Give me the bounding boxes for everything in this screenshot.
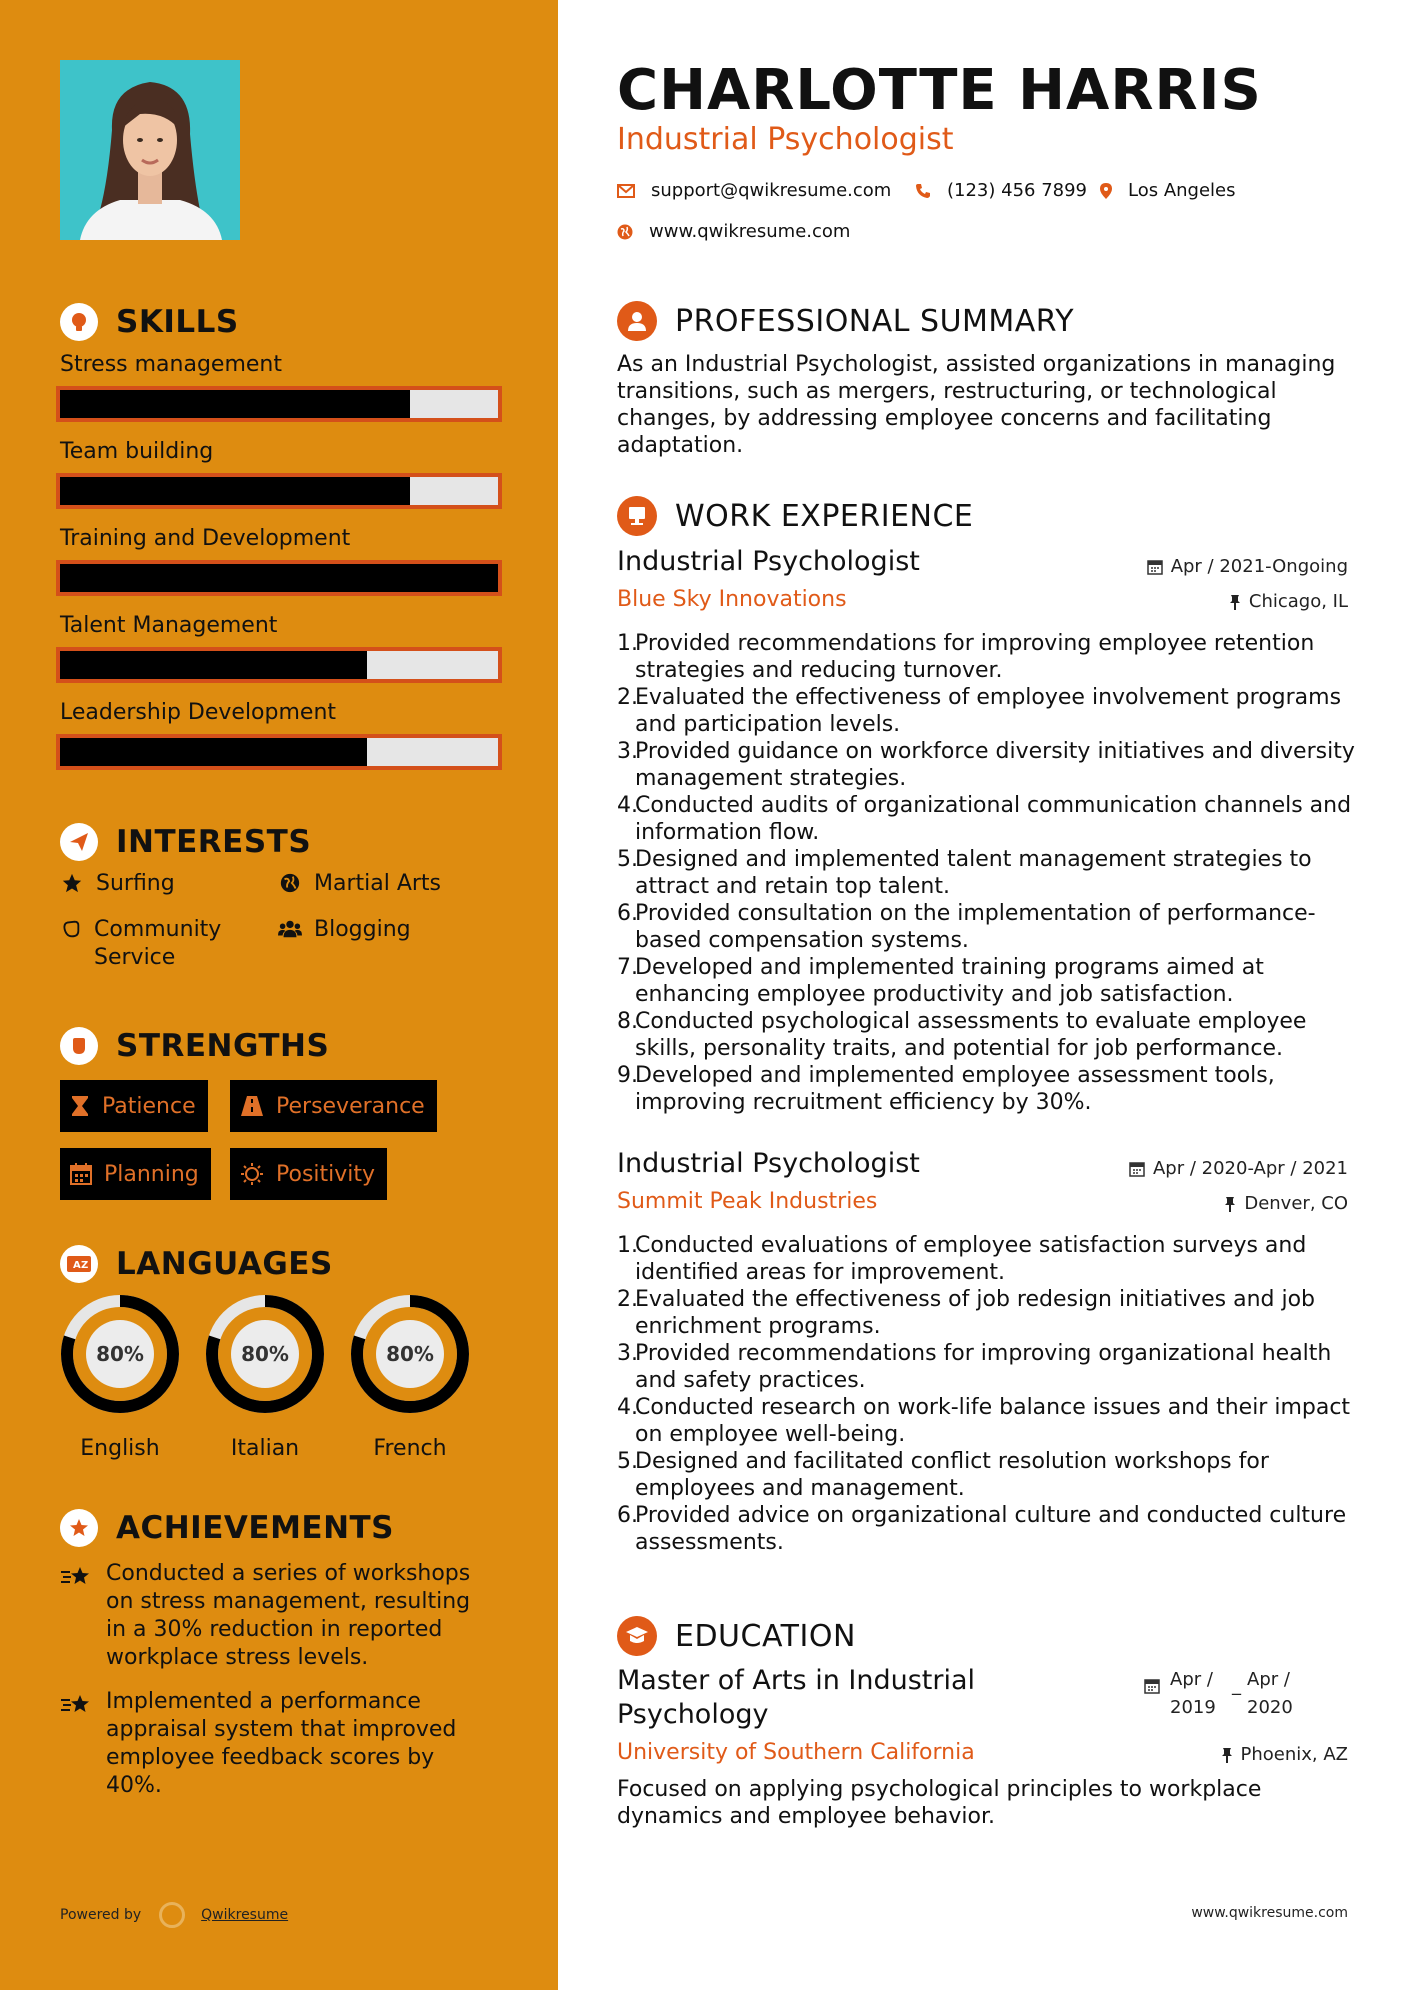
- strength-label: Patience: [102, 1093, 196, 1119]
- achievement-item: [60, 1560, 490, 1672]
- skills-heading: [60, 302, 239, 342]
- phone-icon: [915, 183, 931, 199]
- summary-title: PROFESSIONAL SUMMARY: [675, 303, 1075, 339]
- language-percent: 80%: [96, 1342, 144, 1366]
- calendar-icon: [70, 1163, 92, 1185]
- strength-label: Planning: [104, 1161, 199, 1187]
- powered-by: [60, 1902, 288, 1928]
- duty-item: Provided recommendations for improving organizational health and safety practices.: [635, 1341, 1332, 1393]
- job-dates-text: Apr / 2020-Apr / 2021: [1152, 1158, 1348, 1179]
- shooting-star-icon: [60, 1688, 94, 1800]
- paper-plane-icon: [60, 823, 98, 861]
- graduation-cap-icon: [617, 1616, 657, 1656]
- job-duties: [617, 630, 1357, 1116]
- education-location-text: Phoenix, AZ: [1240, 1744, 1348, 1765]
- skill-bar: [56, 473, 502, 509]
- duty-item: Evaluated the effectiveness of job redesign initiatives and job enrichment programs.: [635, 1287, 1316, 1339]
- qwikresume-link[interactable]: Qwikresume: [201, 1907, 289, 1923]
- svg-text:A: A: [73, 1260, 81, 1271]
- globe-icon: [278, 870, 302, 894]
- duty-item: Provided recommendations for improving employee retention strategies and reducing turnover.: [635, 631, 1315, 683]
- phone-text: (123) 456 7899: [947, 180, 1088, 201]
- experience-title: WORK EXPERIENCE: [675, 498, 974, 534]
- interest-label: Community Service: [94, 917, 222, 970]
- skill-label: Talent Management: [60, 613, 278, 638]
- education-dates: [1144, 1666, 1299, 1722]
- location-text: Los Angeles: [1128, 180, 1236, 201]
- degree-title: Master of Arts in Industrial Psychology: [617, 1665, 976, 1730]
- skill-bar: [56, 560, 502, 596]
- languages-title: LANGUAGES: [116, 1246, 333, 1282]
- contact-location: [1100, 180, 1236, 201]
- languages-heading: [60, 1244, 333, 1284]
- language-name: English: [80, 1436, 160, 1461]
- shooting-star-icon: [60, 1560, 94, 1672]
- duty-item: Provided advice on organizational culture and conducted culture assessments.: [635, 1503, 1347, 1555]
- skill-label: Team building: [60, 439, 214, 464]
- duty-item: Evaluated the effectiveness of employee involvement programs and participation levels.: [635, 685, 1342, 737]
- skill-label: Training and Development: [60, 526, 351, 551]
- company-name: Blue Sky Innovations: [617, 587, 847, 612]
- calendar-icon: [1147, 559, 1163, 575]
- language-name: Italian: [230, 1436, 300, 1461]
- envelope-icon: [617, 184, 635, 198]
- candidate-name: CHARLOTTE HARRIS: [617, 58, 1262, 123]
- skill-label: Leadership Development: [60, 700, 337, 725]
- achievement-text: Conducted a series of workshops on stress management, resulting in a 30% reduction in reported workplace stress levels.: [106, 1561, 471, 1670]
- language-item: [205, 1294, 325, 1461]
- education-heading: [617, 1614, 856, 1658]
- svg-text:Z: Z: [81, 1260, 89, 1271]
- interest-item: [60, 916, 250, 972]
- summary-heading: [617, 299, 1074, 343]
- language-item: [60, 1294, 180, 1461]
- language-ring: [60, 1294, 180, 1414]
- interests-title: INTERESTS: [116, 824, 312, 860]
- interest-item: [278, 870, 441, 898]
- job-location-text: Denver, CO: [1244, 1193, 1348, 1214]
- skill-bar-fill: [60, 477, 410, 505]
- language-name: French: [373, 1436, 447, 1461]
- fist-icon: [60, 1027, 98, 1065]
- experience-heading: [617, 494, 973, 538]
- contact-website: [617, 221, 850, 242]
- skill-label: Stress management: [60, 352, 282, 377]
- skill-bar-fill: [60, 564, 498, 592]
- skill-bar: [56, 647, 502, 683]
- skill-bar-fill: [60, 390, 410, 418]
- achievements-title: ACHIEVEMENTS: [116, 1510, 395, 1546]
- duty-item: Provided consultation on the implementation of performance-based compensation systems.: [635, 901, 1316, 953]
- duty-item: Designed and facilitated conflict resolution workshops for employees and management.: [635, 1449, 1269, 1501]
- hand-icon: [60, 916, 82, 940]
- skill-bar: [56, 386, 502, 422]
- pushpin-icon: [1221, 1747, 1233, 1763]
- strength-badge: [230, 1148, 387, 1200]
- language-ring: [205, 1294, 325, 1414]
- language-icon: [60, 1245, 98, 1283]
- skill-bar-fill: [60, 738, 367, 766]
- globe-icon: [617, 224, 633, 240]
- job-location-text: Chicago, IL: [1248, 591, 1348, 612]
- strength-badge: [60, 1148, 211, 1200]
- duty-item: Conducted evaluations of employee satisfaction surveys and identified areas for improvement.: [635, 1233, 1307, 1285]
- job-dates: [1147, 556, 1348, 577]
- strength-label: Perseverance: [276, 1093, 425, 1119]
- pushpin-icon: [1229, 594, 1241, 610]
- strengths-heading: [60, 1026, 329, 1066]
- company-name: Summit Peak Industries: [617, 1189, 878, 1214]
- contact-email: [617, 180, 891, 201]
- duty-item: Designed and implemented talent management strategies to attract and retain top talent.: [635, 847, 1312, 899]
- interest-item: [278, 916, 411, 944]
- qwikresume-logo-icon: [159, 1902, 185, 1928]
- skill-bar: [56, 734, 502, 770]
- interest-label: Martial Arts: [314, 871, 442, 896]
- education-title: EDUCATION: [675, 1618, 856, 1654]
- skills-title: SKILLS: [116, 304, 239, 340]
- powered-by-label: Powered by: [60, 1907, 142, 1923]
- profile-photo: [60, 60, 240, 240]
- candidate-title: Industrial Psychologist: [617, 122, 954, 157]
- hourglass-icon: [70, 1095, 90, 1117]
- duty-item: Conducted psychological assessments to evaluate employee skills, personality traits, and potential for job performance.: [635, 1009, 1307, 1061]
- job-location: [1224, 1193, 1348, 1214]
- education-description: Focused on applying psychological principles to workplace dynamics and employee behavior.: [617, 1777, 1262, 1829]
- achievement-text: Implemented a performance appraisal system that improved employee feedback scores by 40%.: [106, 1689, 457, 1798]
- pushpin-icon: [1224, 1196, 1236, 1212]
- language-ring: [350, 1294, 470, 1414]
- lightbulb-icon: [60, 303, 98, 341]
- sun-icon: [240, 1162, 264, 1186]
- job-title: Industrial Psychologist: [617, 1148, 920, 1179]
- job-duties: [617, 1232, 1357, 1556]
- job-dates: [1129, 1158, 1348, 1179]
- contact-phone: [915, 180, 1087, 201]
- briefcase-icon: [617, 496, 657, 536]
- duty-item: Conducted audits of organizational communication channels and information flow.: [635, 793, 1352, 845]
- duty-item: Provided guidance on workforce diversity initiatives and diversity management strategies.: [635, 739, 1355, 791]
- star-icon: [60, 870, 84, 894]
- interest-label: Surfing: [96, 871, 175, 896]
- achievements-heading: [60, 1508, 394, 1548]
- achievement-item: [60, 1688, 490, 1800]
- interest-label: Blogging: [314, 917, 411, 942]
- sidebar: [0, 0, 558, 1990]
- school-name: University of Southern California: [617, 1740, 975, 1765]
- calendar-icon: [1129, 1161, 1145, 1177]
- job-location: [1229, 591, 1348, 612]
- duty-item: Developed and implemented employee assessment tools, improving recruitment efficiency by 30%.: [635, 1063, 1275, 1115]
- duty-item: Conducted research on work-life balance issues and their impact on employee well-being.: [635, 1395, 1351, 1447]
- website-text[interactable]: www.qwikresume.com: [649, 221, 851, 242]
- language-item: [350, 1294, 470, 1461]
- date-separator: _: [1232, 1675, 1241, 1696]
- strength-badge: [230, 1080, 437, 1132]
- skill-bar-fill: [60, 651, 367, 679]
- road-icon: [240, 1095, 264, 1117]
- interest-item: [60, 870, 175, 898]
- strength-label: Positivity: [276, 1161, 376, 1187]
- education-location: [1221, 1744, 1349, 1765]
- trophy-star-icon: [60, 1509, 98, 1547]
- users-icon: [278, 916, 302, 940]
- summary-text: As an Industrial Psychologist, assisted organizations in managing transitions, such as mergers, restructuring, or technological changes, by addressing employee concerns and facilitating adaptation.: [617, 352, 1336, 458]
- interests-heading: [60, 822, 311, 862]
- map-pin-icon: [1100, 183, 1112, 199]
- job-title: Industrial Psychologist: [617, 546, 920, 577]
- language-percent: 80%: [386, 1342, 434, 1366]
- duty-item: Developed and implemented training programs aimed at enhancing employee productivity and job satisfaction.: [635, 955, 1264, 1007]
- footer-url[interactable]: www.qwikresume.com: [1191, 1905, 1348, 1921]
- education-start: Apr / 2019: [1170, 1669, 1216, 1718]
- calendar-icon: [1144, 1678, 1160, 1694]
- education-end: Apr / 2020: [1247, 1669, 1293, 1718]
- job-dates-text: Apr / 2021-Ongoing: [1170, 556, 1348, 577]
- language-percent: 80%: [241, 1342, 289, 1366]
- strengths-title: STRENGTHS: [116, 1028, 330, 1064]
- strength-badge: [60, 1080, 208, 1132]
- user-icon: [617, 301, 657, 341]
- email-text[interactable]: support@qwikresume.com: [651, 180, 892, 201]
